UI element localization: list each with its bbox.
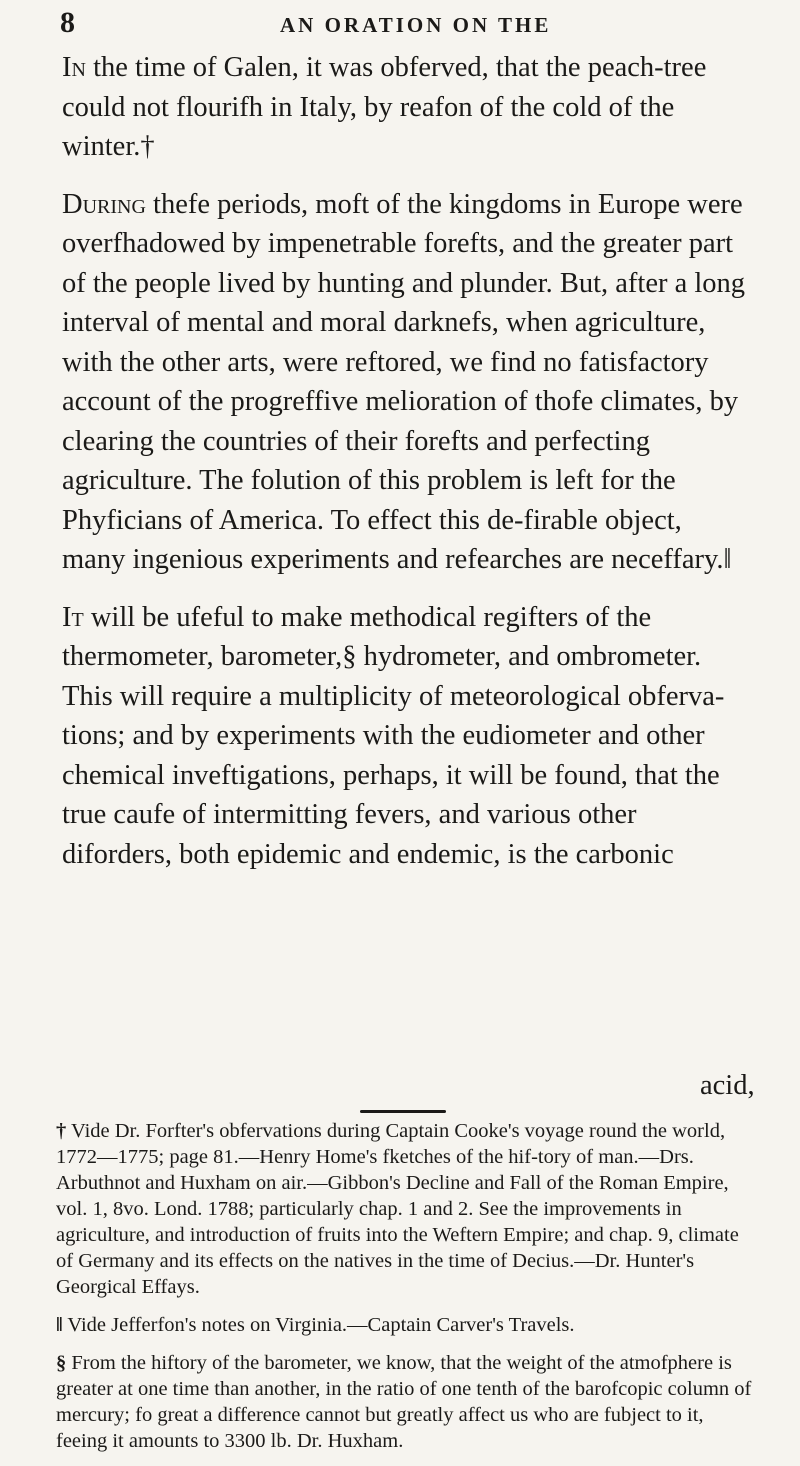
paragraph-lead-word: During (62, 188, 146, 220)
footnote (56, 1312, 756, 1338)
footnote (56, 1350, 756, 1454)
running-title: AN ORATION ON THE (280, 13, 552, 37)
paragraph-lead-word: It (62, 601, 84, 633)
catchword: acid, (700, 1070, 755, 1101)
paragraph-text: the time of Galen, it was obferved, that the peach-tree could not flourifh in Italy, by reafon of the cold of the winter.† (62, 52, 707, 162)
main-text (62, 48, 752, 892)
paragraph-lead-word: In (62, 52, 86, 83)
footnote-divider (360, 1110, 446, 1113)
page-number: 8 (60, 6, 75, 39)
footnote-mark: † (56, 1120, 67, 1142)
paragraph (62, 598, 752, 875)
footnote-text: Vide Jefferfon's notes on Virginia.—Captain Carver's Travels. (62, 1314, 575, 1336)
footnote (56, 1118, 756, 1300)
footnote-text: Vide Dr. Forfter's obfervations during Captain Cooke's voyage round the world, 1772—1775; page 81.—Henry Home's fketches of the hif-tory of man.—Drs. Arbuthnot and Huxham on air.—Gibbon's Decline and Fall of the Roman Empire, vol. 1, 8vo. Lond. 1788; particularly chap. 1 and 2. See the improvements in agriculture, and introduction of fruits into the Weftern Empire; and chap. 9, climate of Germany and its effects on the natives in the time of Decius.—Dr. Hunter's Georgical Effays. (56, 1120, 739, 1298)
paragraph (62, 185, 752, 580)
paragraph (62, 48, 752, 167)
paragraph-text: will be ufeful to make methodical regifters of the thermometer, barometer,§ hydrometer, and ombrometer. This will require a multiplicity of meteorological obferva-tions; and by experiments with the eudiometer and other chemical inveftigations, perhaps, it will be found, that the true caufe of intermitting fevers, and various other diforders, both epidemic and endemic, is the carbonic (62, 601, 725, 870)
footnotes (56, 1118, 756, 1466)
footnote-text: From the hiftory of the barometer, we know, that the weight of the atmofphere is greater at one time than another, in the ratio of one tenth of the barofcopic column of mercury; fo great a difference cannot but greatly affect us who are fubject to it, feeing it amounts to 3300 lb. Dr. Huxham. (56, 1352, 752, 1452)
paragraph-text: thefe periods, moft of the kingdoms in Europe were overfhadowed by impenetrable forefts, and the greater part of the people lived by hunting and plunder. But, after a long interval of mental and moral darknefs, when agriculture, with the other arts, were reftored, we find no fatisfactory account of the progreffive melioration of thofe climates, by clearing the countries of their forefts and perfecting agriculture. The folution of this problem is left for the Phyficians of America. To effect this de-firable object, many ingenious experiments and refearches are neceffary.‖ (62, 188, 746, 575)
footnote-mark: § (56, 1352, 67, 1374)
footnote-mark: ‖ (56, 1314, 63, 1336)
page-header (60, 6, 760, 40)
